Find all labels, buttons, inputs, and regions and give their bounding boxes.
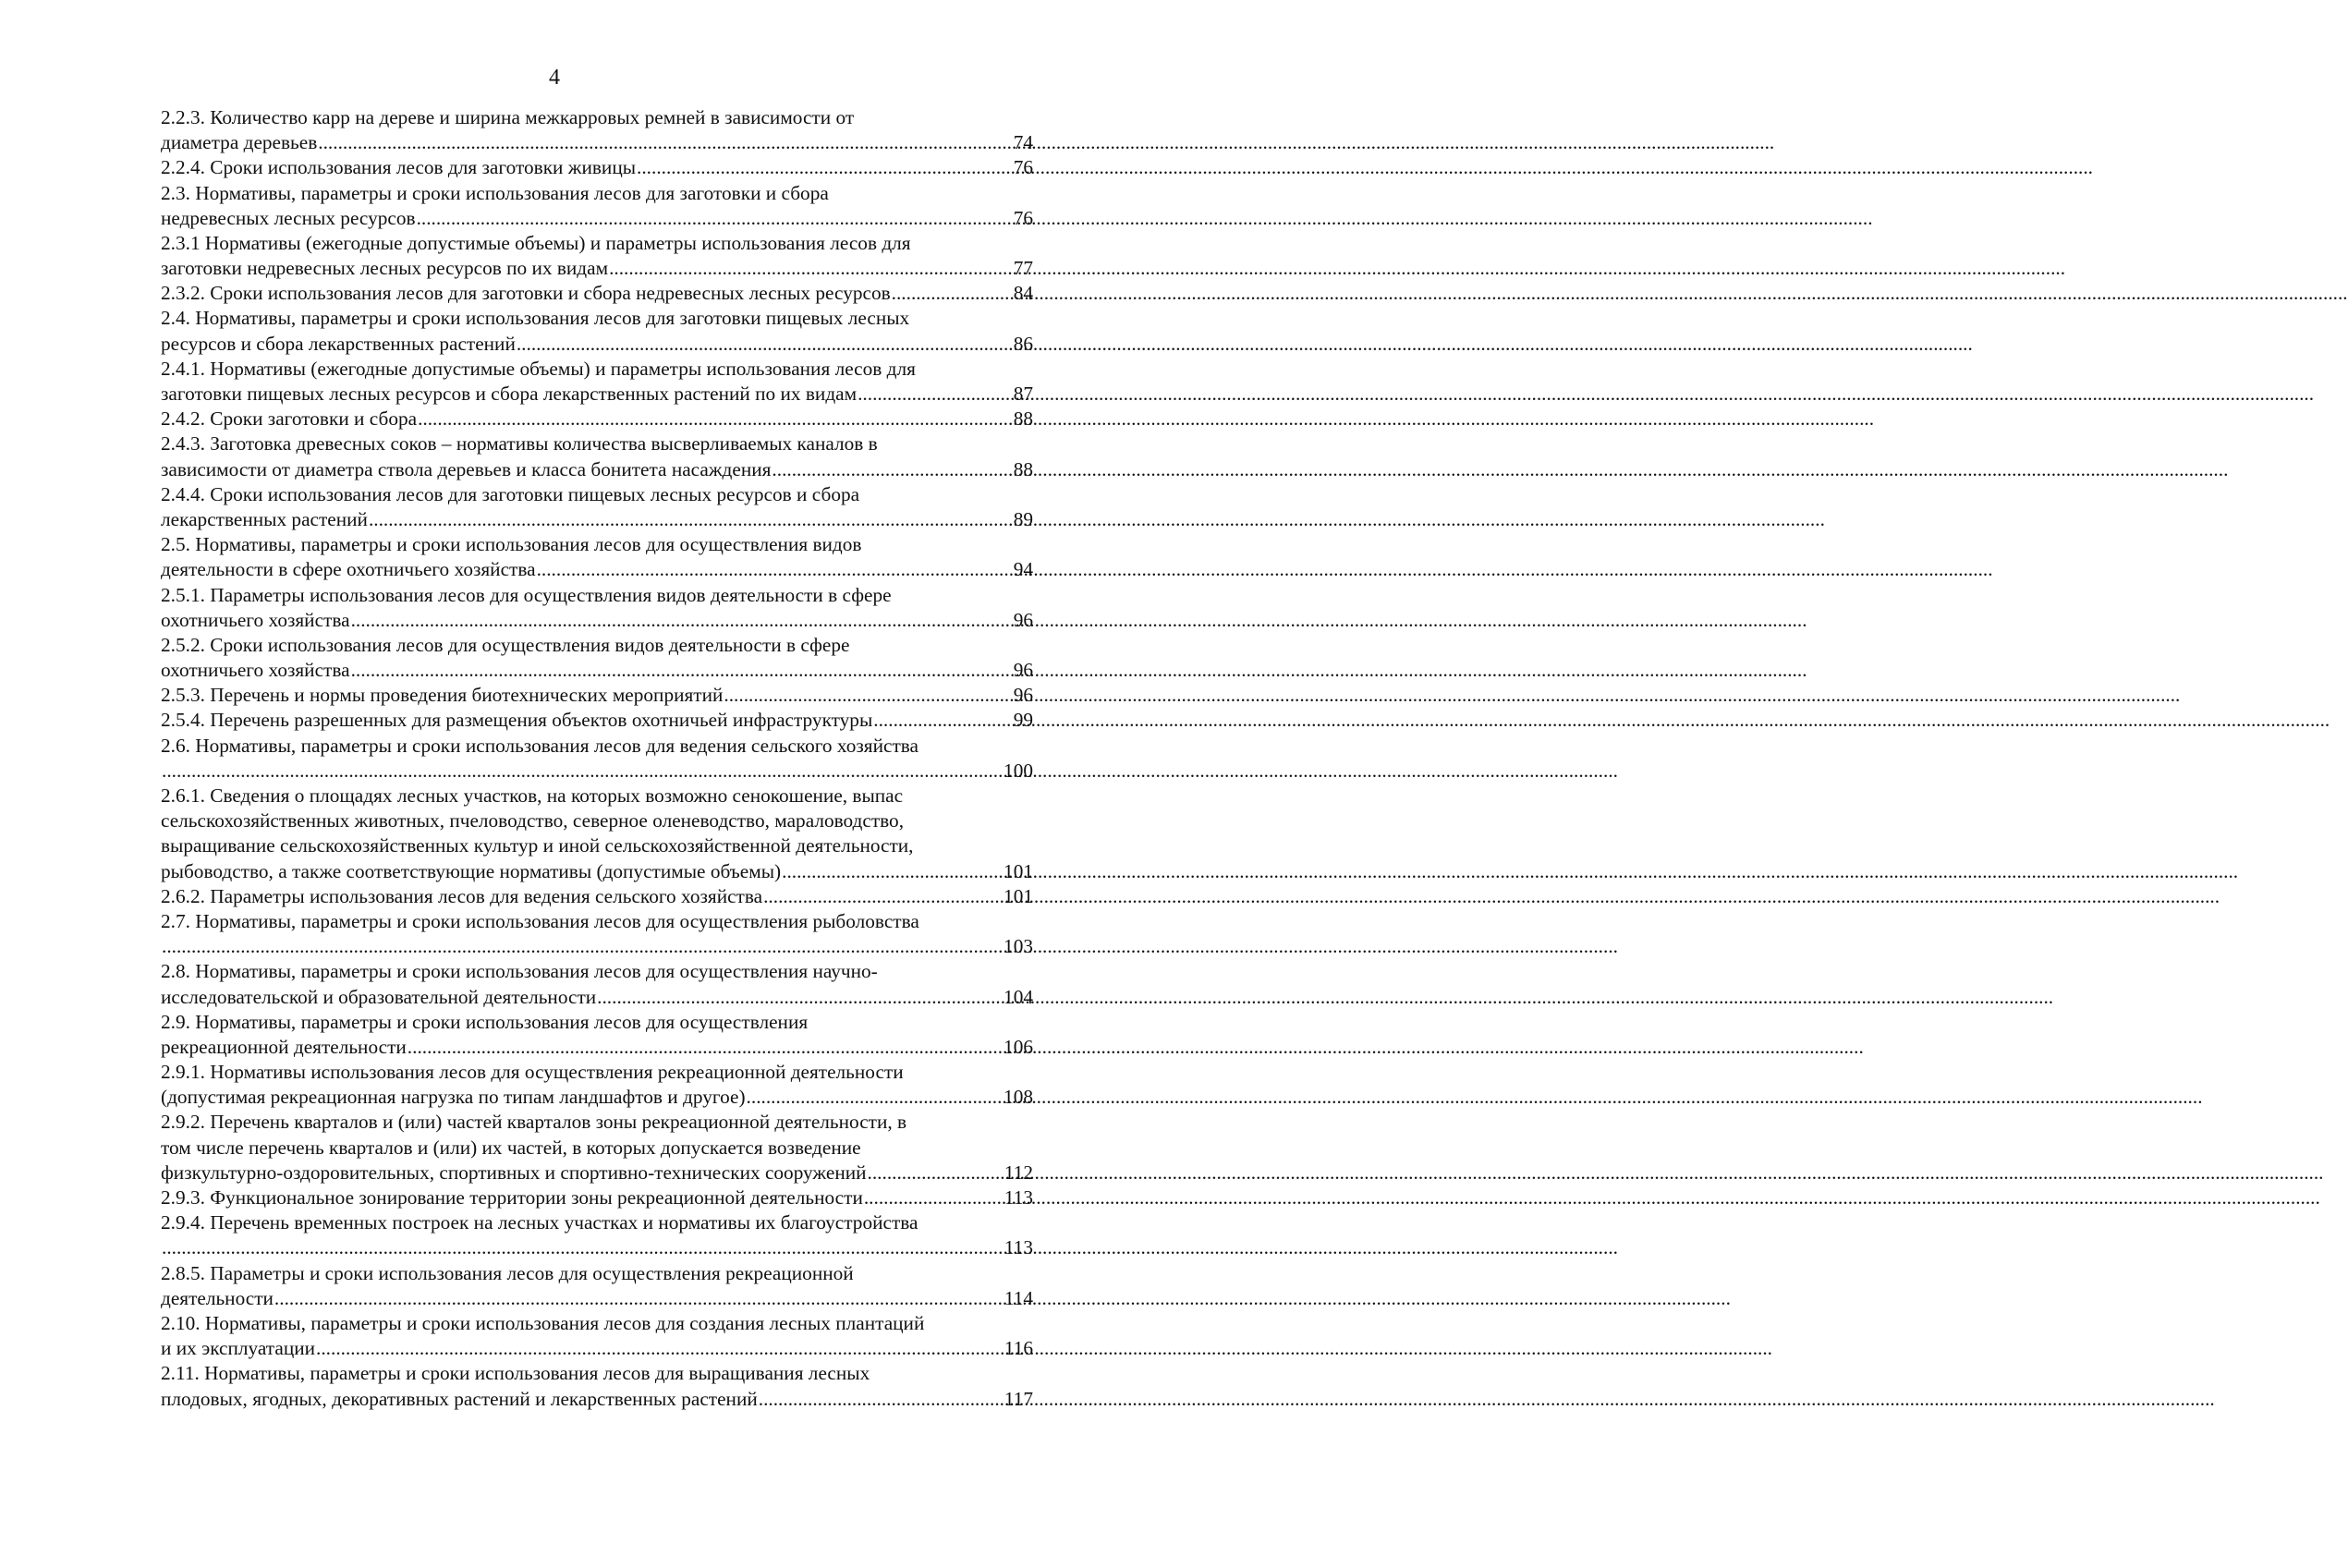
toc-page-number: 76 xyxy=(1013,206,1033,229)
toc-leader-dots xyxy=(408,1035,1003,1060)
toc-entry[interactable] xyxy=(161,307,1033,357)
toc-entry[interactable] xyxy=(161,633,1033,683)
toc-entry[interactable] xyxy=(161,959,1033,1009)
toc-entry[interactable] xyxy=(161,709,1033,734)
toc-entry-text: рекреационной деятельности xyxy=(161,1035,407,1058)
toc-leader-dots xyxy=(724,683,1012,708)
toc-leader-dots xyxy=(892,281,1013,306)
toc-entry-text: 2.9.1. Нормативы использования лесов для осуществления рекреационной деятельности xyxy=(161,1061,904,1084)
toc-entry[interactable] xyxy=(161,1311,1033,1361)
toc-entry[interactable] xyxy=(161,1111,1033,1186)
toc-entry-line xyxy=(161,181,1033,206)
toc-entry-line xyxy=(161,1235,1033,1260)
toc-entry[interactable] xyxy=(161,1210,1033,1260)
toc-entry-line xyxy=(161,1387,1033,1412)
toc-entry-text: 2.3. Нормативы, параметры и сроки использования лесов для заготовки и сбора xyxy=(161,181,829,204)
toc-entry-text: 2.2.4. Сроки использования лесов для заготовки живицы xyxy=(161,156,637,179)
toc-page-number: 96 xyxy=(1013,608,1033,631)
toc-entry-line xyxy=(161,1210,1033,1235)
toc-leader-dots xyxy=(772,457,1012,482)
toc-entry-line xyxy=(161,1361,1033,1386)
toc-entry[interactable] xyxy=(161,281,1033,306)
toc-leader-dots xyxy=(274,1286,1004,1311)
toc-leader-dots xyxy=(316,1336,1004,1361)
toc-entry-text: 2.8. Нормативы, параметры и сроки использования лесов для осуществления научно- xyxy=(161,960,878,983)
toc-page-number: 84 xyxy=(1013,282,1033,305)
toc-entry[interactable] xyxy=(161,1185,1033,1210)
toc-entry-line xyxy=(161,105,1033,130)
toc-entry-text: физкультурно-оздоровительных, спортивных и спортивно-технических сооружений xyxy=(161,1161,867,1184)
toc-entry-line xyxy=(161,808,1033,833)
toc-entry-text: диаметра деревьев xyxy=(161,131,318,154)
toc-page-number: 108 xyxy=(1004,1086,1033,1109)
toc-entry-line xyxy=(161,432,1033,456)
toc-entry-line xyxy=(161,532,1033,557)
toc-entry-text: 2.10. Нормативы, параметры и сроки использования лесов для создания лесных плантаций xyxy=(161,1311,925,1334)
toc-entry[interactable] xyxy=(161,1261,1033,1311)
toc-entry[interactable] xyxy=(161,1060,1033,1110)
toc-entry-text: 2.11. Нормативы, параметры и сроки использования лесов для выращивания лесных xyxy=(161,1362,870,1385)
toc-page-number: 106 xyxy=(1004,1035,1033,1058)
toc-page-number: 113 xyxy=(1004,1236,1033,1259)
toc-entry-text: зависимости от диаметра ствола деревьев и класса бонитета насаждения xyxy=(161,457,772,480)
toc-entry-line xyxy=(161,482,1033,507)
toc-entry-line xyxy=(161,457,1033,482)
toc-leader-dots xyxy=(637,155,1013,180)
toc-entry-line xyxy=(161,1261,1033,1286)
toc-leader-dots xyxy=(763,884,1003,909)
toc-entry-line xyxy=(161,1136,1033,1161)
toc-entry[interactable] xyxy=(161,884,1033,909)
toc-entry-line xyxy=(161,1311,1033,1336)
toc-leader-dots xyxy=(351,608,1013,633)
toc-entry[interactable] xyxy=(161,482,1033,532)
toc-entry-text: исследовательской и образовательной деятельности xyxy=(161,985,597,1008)
toc-entry-text: 2.4. Нормативы, параметры и сроки использования лесов для заготовки пищевых лесных xyxy=(161,307,910,330)
toc-leader-dots xyxy=(597,985,1003,1010)
toc-entry-text: 2.7. Нормативы, параметры и сроки использования лесов для осуществления рыболовства xyxy=(161,909,919,932)
toc-entry-line xyxy=(161,1085,1033,1110)
toc-entry-text: 2.4.2. Сроки заготовки и сбора xyxy=(161,407,418,431)
toc-page-number: 87 xyxy=(1013,383,1033,406)
toc-entry[interactable] xyxy=(161,683,1033,708)
toc-leader-dots xyxy=(759,1387,1004,1412)
toc-entry-line xyxy=(161,557,1033,582)
toc-entry-text: плодовых, ягодных, декоративных растений и лекарственных растений xyxy=(161,1387,758,1410)
toc-page-number: 104 xyxy=(1004,985,1033,1008)
toc-entry-line xyxy=(161,357,1033,382)
toc-entry-line xyxy=(161,382,1033,407)
toc-entry-text: лекарственных растений xyxy=(161,507,368,530)
toc-entry-text: 2.8.5. Параметры и сроки использования лесов для осуществления рекреационной xyxy=(161,1261,854,1284)
toc-entry-line xyxy=(161,256,1033,281)
toc-entry-line xyxy=(161,1161,1033,1185)
toc-page-number: 88 xyxy=(1013,407,1033,431)
toc-leader-dots xyxy=(417,206,1013,231)
toc-entry-line xyxy=(161,833,1033,858)
toc-entry[interactable] xyxy=(161,532,1033,582)
toc-entry[interactable] xyxy=(161,407,1033,432)
toc-entry-line xyxy=(161,759,1033,784)
toc-entry-text: заготовки пищевых лесных ресурсов и сбора лекарственных растений по их видам xyxy=(161,383,858,406)
toc-entry-text: охотничьего хозяйства xyxy=(161,659,350,682)
toc-entry-text: том числе перечень кварталов и (или) их частей, в которых допускается возведение xyxy=(161,1136,861,1159)
toc-page-number: 88 xyxy=(1013,457,1033,480)
toc-entry-line xyxy=(161,1185,1033,1210)
toc-entry-text: недревесных лесных ресурсов xyxy=(161,206,416,229)
toc-entry-text: рыбоводство, а также соответствующие нормативы (допустимые объемы) xyxy=(161,859,782,882)
toc-entry-line xyxy=(161,884,1033,909)
toc-entry-text: (допустимая рекреационная нагрузка по типам ландшафтов и другое) xyxy=(161,1086,746,1109)
toc-entry-line xyxy=(161,658,1033,683)
toc-entry[interactable] xyxy=(161,181,1033,231)
toc-entry-text: 2.6.1. Сведения о площадях лесных участков, на которых возможно сенокошение, выпас xyxy=(161,784,904,808)
toc-entry[interactable] xyxy=(161,105,1033,155)
toc-entry-text: и их эксплуатации xyxy=(161,1337,316,1360)
toc-entry-text: ресурсов и сбора лекарственных растений xyxy=(161,332,516,355)
toc-page-number: 96 xyxy=(1013,684,1033,707)
toc-entry-text: 2.6. Нормативы, параметры и сроки использования лесов для ведения сельского хозяйства xyxy=(161,734,919,757)
toc-entry[interactable] xyxy=(161,784,1033,884)
toc-entry-text: 2.5.2. Сроки использования лесов для осуществления видов деятельности в сфере xyxy=(161,633,850,656)
toc-leader-dots xyxy=(162,934,1003,959)
toc-entry[interactable] xyxy=(161,231,1033,281)
toc-page-number: 114 xyxy=(1004,1286,1033,1309)
toc-entry-line xyxy=(161,281,1033,306)
toc-page-number: 113 xyxy=(1004,1186,1033,1209)
toc-entry-line xyxy=(161,608,1033,633)
toc-page-number: 74 xyxy=(1013,131,1033,154)
table-of-contents xyxy=(161,105,1033,1412)
toc-leader-dots xyxy=(318,130,1012,155)
toc-leader-dots xyxy=(747,1085,1004,1110)
toc-page-number: 94 xyxy=(1013,558,1033,581)
toc-entry-text: 2.3.2. Сроки использования лесов для заготовки и сбора недревесных лесных ресурсов xyxy=(161,282,891,305)
toc-entry-line xyxy=(161,859,1033,884)
toc-leader-dots xyxy=(537,557,1013,582)
toc-entry-line xyxy=(161,1010,1033,1035)
page-number: 4 xyxy=(549,66,560,90)
toc-page-number: 86 xyxy=(1013,332,1033,355)
toc-entry-text: 2.9. Нормативы, параметры и сроки использования лесов для осуществления xyxy=(161,1010,809,1033)
toc-entry-line xyxy=(161,909,1033,934)
toc-entry[interactable] xyxy=(161,357,1033,407)
toc-entry-text: деятельности в сфере охотничьего хозяйства xyxy=(161,558,536,581)
toc-entry[interactable] xyxy=(161,432,1033,481)
toc-entry[interactable] xyxy=(161,1361,1033,1411)
toc-entry-text: 2.5.1. Параметры использования лесов для осуществления видов деятельности в сфере xyxy=(161,583,892,606)
toc-page-number: 117 xyxy=(1004,1387,1033,1410)
toc-leader-dots xyxy=(868,1161,1004,1185)
toc-entry-text: 2.9.2. Перечень кварталов и (или) частей кварталов зоны рекреационной деятельности, в xyxy=(161,1111,907,1134)
toc-leader-dots xyxy=(418,407,1013,432)
toc-page-number: 77 xyxy=(1013,257,1033,280)
toc-entry-text: 2.2.3. Количество карр на дереве и ширина межкарровых ремней в зависимости от xyxy=(161,105,855,128)
toc-leader-dots xyxy=(864,1185,1004,1210)
toc-entry-text: 2.5.4. Перечень разрешенных для размещения объектов охотничьей инфраструктуры xyxy=(161,709,873,732)
toc-page-number: 89 xyxy=(1013,507,1033,530)
toc-entry-text: заготовки недревесных лесных ресурсов по их видам xyxy=(161,257,609,280)
toc-entry-line xyxy=(161,155,1033,180)
toc-entry-text: 2.5. Нормативы, параметры и сроки использования лесов для осуществления видов xyxy=(161,533,862,556)
toc-leader-dots xyxy=(162,759,1003,784)
toc-entry-line xyxy=(161,231,1033,256)
toc-entry-line xyxy=(161,985,1033,1010)
toc-entry-line xyxy=(161,1111,1033,1136)
toc-entry-text: 2.4.4. Сроки использования лесов для заготовки пищевых лесных ресурсов и сбора xyxy=(161,482,860,505)
toc-leader-dots xyxy=(162,1235,1004,1260)
toc-entry-text: 2.4.1. Нормативы (ежегодные допустимые объемы) и параметры использования лесов для xyxy=(161,357,916,380)
toc-leader-dots xyxy=(369,507,1013,532)
toc-entry-text: 2.3.1 Нормативы (ежегодные допустимые объемы) и параметры использования лесов для xyxy=(161,231,911,254)
toc-leader-dots xyxy=(517,332,1013,357)
toc-entry-text: 2.9.4. Перечень временных построек на лесных участках и нормативы их благоустройства xyxy=(161,1211,919,1234)
toc-entry-line xyxy=(161,130,1033,155)
toc-leader-dots xyxy=(609,256,1013,281)
toc-entry-line xyxy=(161,407,1033,432)
toc-page-number: 96 xyxy=(1013,659,1033,682)
toc-entry[interactable] xyxy=(161,1010,1033,1060)
toc-entry-line xyxy=(161,507,1033,532)
toc-entry-text: 2.4.3. Заготовка древесных соков – нормативы количества высверливаемых каналов в xyxy=(161,432,878,456)
toc-entry-line xyxy=(161,307,1033,332)
toc-entry[interactable] xyxy=(161,734,1033,784)
toc-entry-line xyxy=(161,1060,1033,1085)
toc-page-number: 112 xyxy=(1004,1161,1033,1184)
toc-entry[interactable] xyxy=(161,155,1033,180)
toc-entry-line xyxy=(161,206,1033,231)
toc-entry-line xyxy=(161,583,1033,608)
toc-entry-line xyxy=(161,633,1033,658)
toc-leader-dots xyxy=(858,382,1013,407)
toc-entry[interactable] xyxy=(161,583,1033,633)
toc-leader-dots xyxy=(873,708,1012,733)
toc-leader-dots xyxy=(351,658,1013,683)
toc-leader-dots xyxy=(782,859,1003,884)
toc-entry-line xyxy=(161,959,1033,984)
toc-entry-text: деятельности xyxy=(161,1286,274,1309)
toc-entry-line xyxy=(161,709,1033,734)
toc-page-number: 101 xyxy=(1004,859,1033,882)
toc-entry-line xyxy=(161,1035,1033,1060)
toc-entry-text: сельскохозяйственных животных, пчеловодство, северное оленеводство, мараловодство, xyxy=(161,809,905,833)
toc-entry-line xyxy=(161,784,1033,808)
toc-entry-line xyxy=(161,332,1033,357)
toc-page-number: 116 xyxy=(1004,1337,1033,1360)
toc-entry[interactable] xyxy=(161,909,1033,959)
toc-page-number: 103 xyxy=(1004,935,1033,958)
toc-entry-text: 2.9.3. Функциональное зонирование территории зоны рекреационной деятельности xyxy=(161,1186,863,1209)
toc-entry-text: 2.5.3. Перечень и нормы проведения биотехнических мероприятий xyxy=(161,684,724,707)
toc-entry-line xyxy=(161,1336,1033,1361)
toc-entry-line xyxy=(161,734,1033,759)
toc-page-number: 100 xyxy=(1004,759,1033,782)
toc-entry-line xyxy=(161,1286,1033,1311)
toc-page-number: 99 xyxy=(1013,709,1033,732)
toc-entry-line xyxy=(161,934,1033,959)
toc-page-number: 101 xyxy=(1004,884,1033,907)
toc-page-number: 76 xyxy=(1013,156,1033,179)
toc-entry-line xyxy=(161,683,1033,708)
toc-entry-text: выращивание сельскохозяйственных культур и иной сельскохозяйственной деятельности, xyxy=(161,834,914,857)
toc-entry-text: 2.6.2. Параметры использования лесов для ведения сельского хозяйства xyxy=(161,884,763,907)
toc-entry-text: охотничьего хозяйства xyxy=(161,608,350,631)
